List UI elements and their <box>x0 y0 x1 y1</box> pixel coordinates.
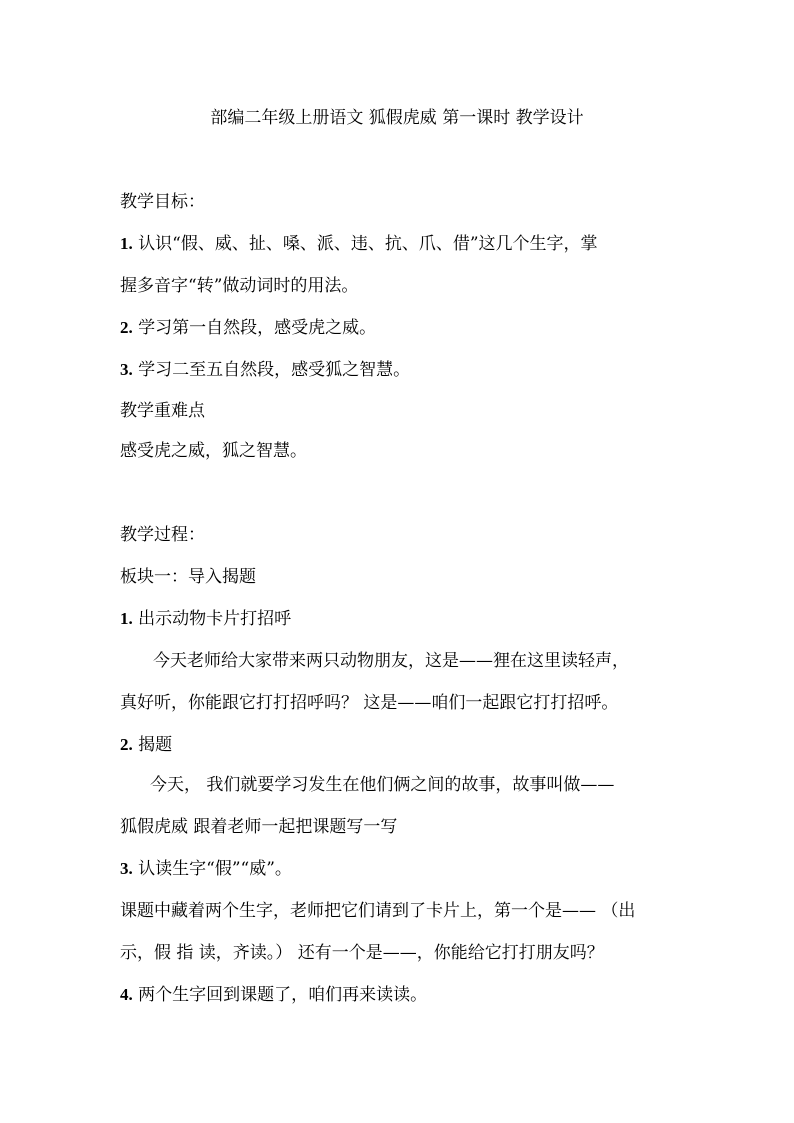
objective-item-1-continued <box>120 275 690 297</box>
section-heading-key-points <box>120 400 690 422</box>
line-text: 狐假虎威 跟着老师一起把课题写一写 <box>120 817 398 837</box>
list-number: 1. <box>120 609 133 628</box>
step-2-paragraph-line-2 <box>120 816 690 838</box>
step-1-heading <box>120 608 690 630</box>
line-text: 课题中藏着两个生字，老师把它们请到了卡片上，第一个是—— （出 <box>120 901 636 921</box>
step-1-paragraph-line-1 <box>153 650 723 672</box>
step-4-heading <box>120 984 690 1006</box>
step-2-paragraph-line-1 <box>150 774 720 796</box>
line-text: 揭题 <box>132 735 173 755</box>
line-text: 今天， 我们就要学习发生在他们俩之间的故事，故事叫做—— <box>150 775 615 795</box>
line-text: 认识“假、威、扯、嗓、派、违、抗、爪、借”这几个生字，掌 <box>132 234 598 254</box>
key-points-text <box>120 440 690 462</box>
line-text: 示，假 指 读，齐读。） 还有一个是——，你能给它打打朋友吗？ <box>120 943 604 963</box>
step-2-heading <box>120 734 690 756</box>
line-text: 认读生字“假”“威”。 <box>132 859 292 879</box>
step-3-heading <box>120 858 690 880</box>
step-3-paragraph-line-1 <box>120 900 690 922</box>
line-text: 教学重难点 <box>120 401 205 421</box>
line-text: 教学目标： <box>120 192 205 212</box>
line-text: 今天老师给大家带来两只动物朋友，这是——狸在这里读轻声， <box>153 651 629 671</box>
objective-item-3 <box>120 359 690 381</box>
line-text: 板块一：导入揭题 <box>120 567 256 587</box>
line-text: 教学过程： <box>120 525 205 545</box>
objective-item-1 <box>120 233 690 255</box>
list-number: 2. <box>120 735 133 754</box>
line-text: 学习二至五自然段，感受狐之智慧。 <box>132 360 411 380</box>
list-number: 3. <box>120 859 133 878</box>
line-text: 真好听，你能跟它打打招呼吗？ 这是——咱们一起跟它打打招呼。 <box>120 693 619 713</box>
line-text: 握多音字“转”做动词时的用法。 <box>120 276 359 296</box>
list-number: 1. <box>120 234 133 253</box>
list-number: 4. <box>120 985 133 1004</box>
objective-item-2 <box>120 317 690 339</box>
list-number: 2. <box>120 318 133 337</box>
line-text: 学习第一自然段，感受虎之威。 <box>132 318 377 338</box>
list-number: 3. <box>120 360 133 379</box>
step-3-paragraph-line-2 <box>120 942 690 964</box>
line-text: 出示动物卡片打招呼 <box>132 609 292 629</box>
document-title: 部编二年级上册语文 狐假虎威 第一课时 教学设计 <box>210 108 584 128</box>
step-1-paragraph-line-2 <box>120 692 690 714</box>
section-heading-objectives <box>120 191 690 213</box>
section-heading-process <box>120 524 690 546</box>
block-heading-1 <box>120 566 690 588</box>
line-text: 两个生字回到课题了，咱们再来读读。 <box>132 985 428 1005</box>
line-text: 感受虎之威，狐之智慧。 <box>120 441 307 461</box>
